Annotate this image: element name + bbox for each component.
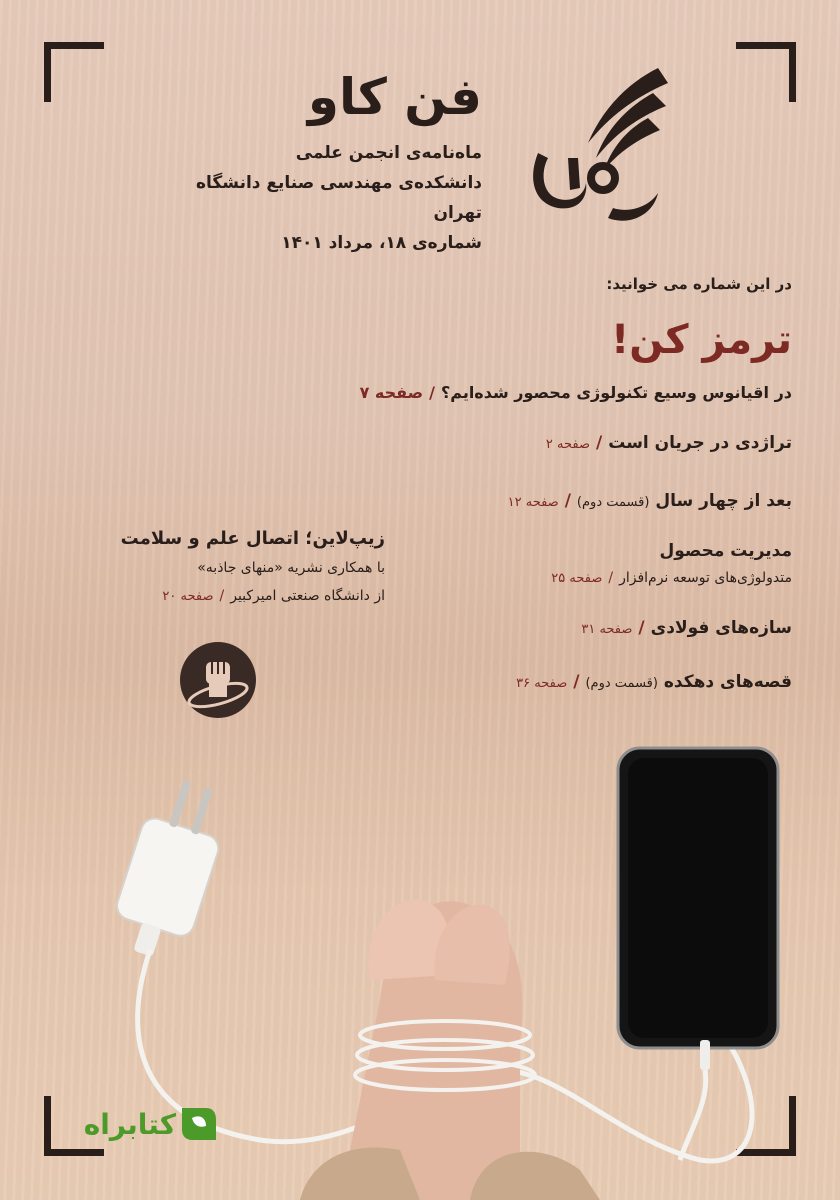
corner-frame-top-right xyxy=(736,42,796,102)
cover-headline: ترمز کن! xyxy=(611,317,792,363)
magazine-logo xyxy=(508,58,688,228)
toc-item-page: صفحه ۱۲ xyxy=(507,495,559,510)
toc-lead-page: صفحه ۷ xyxy=(359,383,424,402)
corner-frame-top-left xyxy=(44,42,104,102)
side-feature-line-2: از دانشگاه صنعتی امیرکبیر/صفحه ۲۰ xyxy=(162,588,385,604)
toc-item-title: متدولوژی‌های توسعه نرم‌افزار xyxy=(619,570,792,586)
toc-item-note: (قسمت دوم) xyxy=(585,676,658,691)
charger-plug xyxy=(105,772,236,966)
masthead xyxy=(142,62,482,258)
toc-item: قصه‌های دهکده (قسمت دوم)/صفحه ۳۶ xyxy=(516,672,792,692)
masthead-line-2: دانشکده‌ی مهندسی صنایع دانشگاه تهران xyxy=(195,173,482,223)
brand-name: کتابراه xyxy=(83,1107,176,1141)
masthead-line-1: ماه‌نامه‌ی انجمن علمی xyxy=(295,143,482,163)
side-feature-title: زیپ‌لاین؛ اتصال علم و سلامت xyxy=(120,528,385,549)
fist-emblem-icon xyxy=(178,640,258,720)
toc-lead: در اقیانوس وسیع تکنولوژی محصور شده‌ایم؟/صفحه ۷ xyxy=(359,383,792,402)
table-of-contents xyxy=(232,270,792,699)
toc-lead-text: در اقیانوس وسیع تکنولوژی محصور شده‌ایم؟ xyxy=(440,383,792,402)
book-leaf-icon xyxy=(176,1102,220,1146)
brand-logo xyxy=(40,1100,220,1148)
issue-date: شماره‌ی ۱۸، مرداد ۱۴۰۱ xyxy=(281,233,482,253)
toc-item: تراژدی در جریان است/صفحه ۲ xyxy=(545,433,792,453)
toc-item-page: صفحه ۲۵ xyxy=(551,571,603,586)
toc-item: سازه‌های فولادی/صفحه ۳۱ xyxy=(581,618,792,638)
magazine-title: فن کاو xyxy=(307,68,482,126)
toc-item-title: مدیریت محصول xyxy=(659,541,792,561)
toc-intro: در این شماره می خوانید: xyxy=(606,275,792,293)
side-feature-line-1: با همکاری نشریه «منهای جاذبه» xyxy=(197,560,385,576)
toc-item: متدولوژی‌های توسعه نرم‌افزار/صفحه ۲۵ xyxy=(551,570,792,586)
toc-item-title: قصه‌های دهکده xyxy=(663,672,792,692)
toc-item-title: بعد از چهار سال xyxy=(655,491,792,511)
toc-item-page: صفحه ۳۶ xyxy=(516,676,568,691)
side-feature-page: صفحه ۲۰ xyxy=(162,589,214,604)
toc-item: بعد از چهار سال (قسمت دوم)/صفحه ۱۲ xyxy=(507,491,792,511)
toc-item-page: صفحه ۳۱ xyxy=(581,622,633,637)
toc-item-note: (قسمت دوم) xyxy=(576,495,650,510)
side-feature xyxy=(45,524,385,611)
side-feature-source: از دانشگاه صنعتی امیرکبیر xyxy=(230,588,385,604)
toc-item-title: تراژدی در جریان است xyxy=(608,433,792,453)
toc-item-title: سازه‌های فولادی xyxy=(650,618,792,638)
toc-item-page: صفحه ۲ xyxy=(545,437,590,452)
